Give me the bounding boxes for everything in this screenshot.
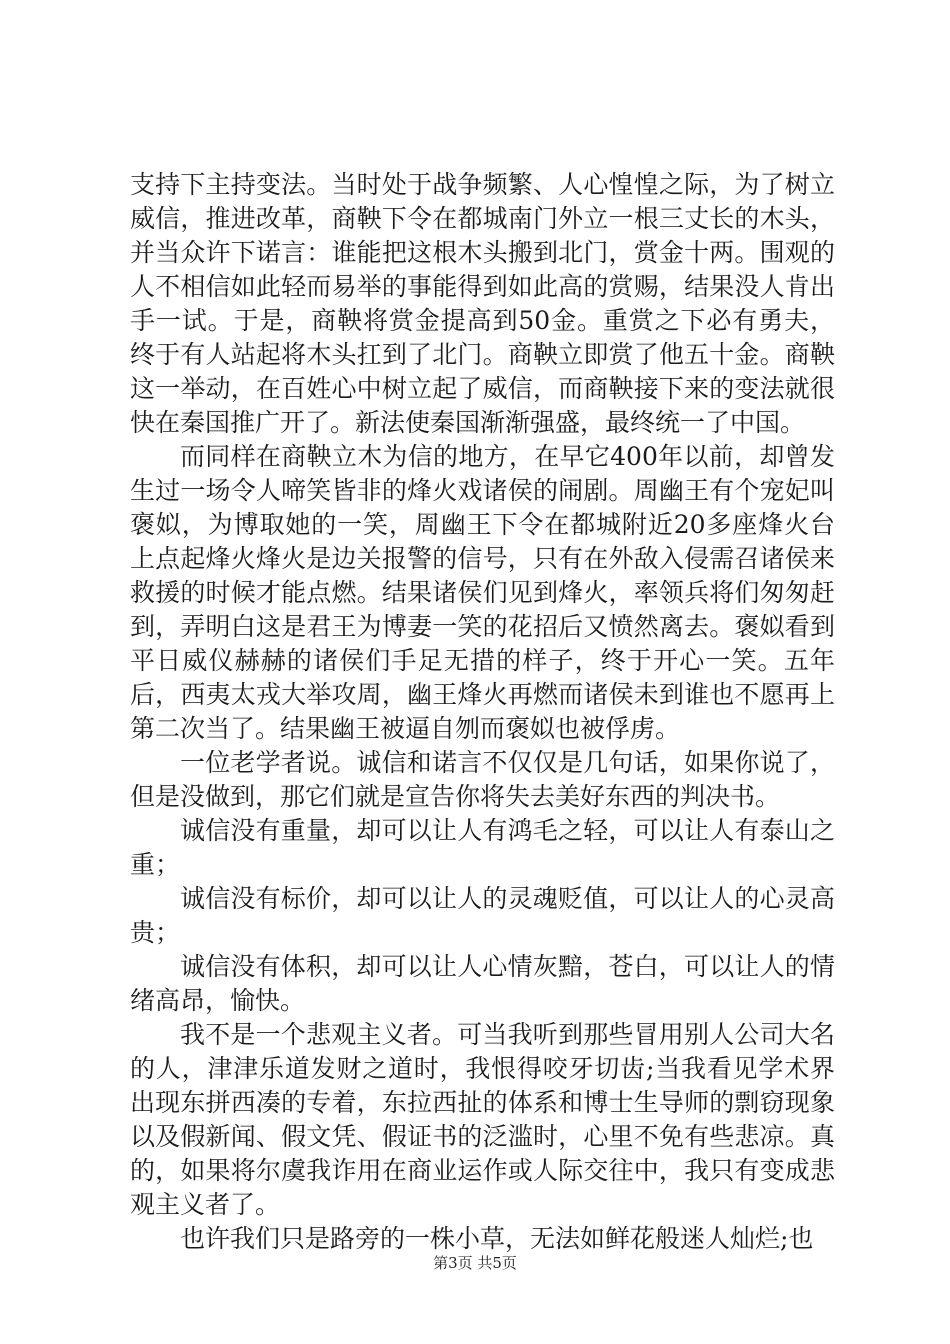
paragraph-integrity-volume: 诚信没有体积，却可以让人心情灰黯，苍白，可以让人的情绪高昂，愉快。 <box>130 952 835 1015</box>
paragraph-shang-yang-continued: 支持下主持变法。当时处于战争频繁、人心惶惶之际，为了树立威信，推进改革，商鞅下令在都城南门外立一根三丈长的木头，并当众许下诺言：谁能把这根木头搬到北门，赏金十两。围观的人不相信如此轻而易举的事能得到如此高的赏赐，结果没人肯出手一试。于是，商鞅将赏金提高到50金。重赏之下必有勇夫，终于有人站起将木头扛到了北门。商鞅立即赏了他五十金。商鞅这一举动，在百姓心中树立起了威信，而商鞅接下来的变法就很快在秦国推广开了。新法使秦国渐渐强盛，最终统一了中国。 <box>130 170 835 437</box>
paragraph-beacon-fire: 而同样在商鞅立木为信的地方，在早它400年以前，却曾发生过一场令人啼笑皆非的烽火戏诸侯的闹剧。周幽王有个宠妃叫褒姒，为博取她的一笑，周幽王下令在都城附近20多座烽火台上点起烽火烽火是边关报警的信号，只有在外敌入侵需召诸侯来救援的时候才能点燃。结果诸侯们见到烽火，率领兵将们匆匆赶到，弄明白这是君王为博妻一笑的花招后又愤然离去。褒姒看到平日威仪赫赫的诸侯们手足无措的样子，终于开心一笑。五年后，西夷太戎大举攻周，幽王烽火再燃而诸侯未到谁也不愿再上第二次当了。结果幽王被逼自刎而褒姒也被俘虏。 <box>130 442 835 743</box>
page-footer: 第3页 共5页 <box>433 1254 517 1272</box>
paragraph-small-grass: 也许我们只是路旁的一株小草，无法如鲜花般迷人灿烂;也 <box>180 1224 814 1253</box>
paragraph-old-scholar: 一位老学者说。诚信和诺言不仅仅是几句话，如果你说了，但是没做到，那它们就是宣告你将失去美好东西的判决书。 <box>130 748 835 811</box>
body-text <box>130 168 835 1256</box>
paragraph-integrity-weight: 诚信没有重量，却可以让人有鸿毛之轻，可以让人有泰山之重； <box>130 816 835 879</box>
paragraph-pessimist: 我不是一个悲观主义者。可当我听到那些冒用别人公司大名的人，津津乐道发财之道时，我恨得咬牙切齿;当我看见学术界出现东拼西凑的专着，东拉西扯的体系和博士生导师的剽窃现象以及假新闻、假文凭、假证书的泛滥时，心里不免有些悲凉。真的，如果将尔虞我诈用在商业运作或人际交往中，我只有变成悲观主义者了。 <box>130 1020 835 1219</box>
paragraph-integrity-price: 诚信没有标价，却可以让人的灵魂贬值，可以让人的心灵高贵； <box>130 884 835 947</box>
